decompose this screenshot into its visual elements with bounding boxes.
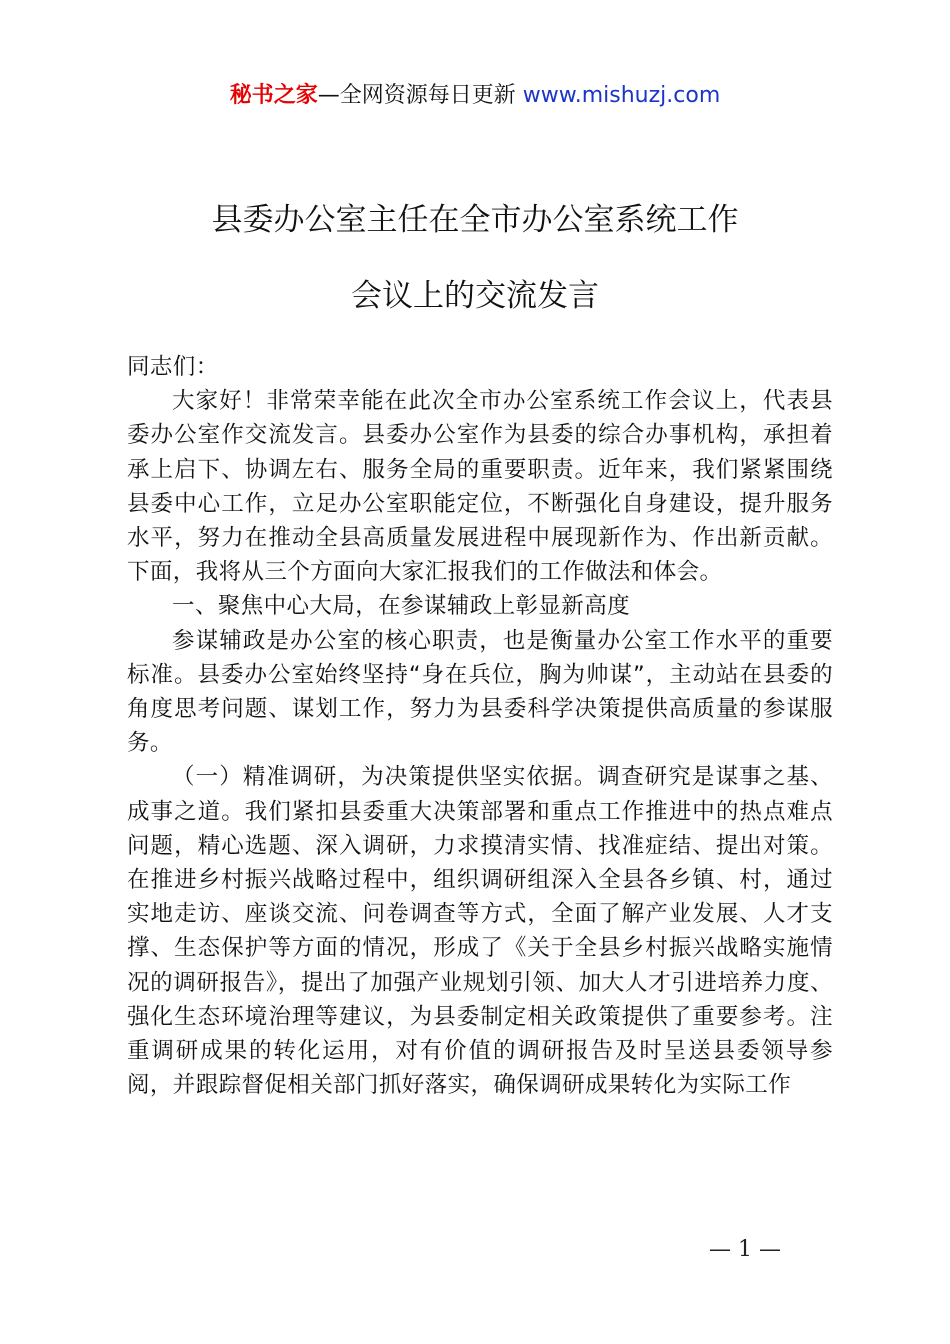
paragraph-intro: 大家好！非常荣幸能在此次全市办公室系统工作会议上，代表县委办公室作交流发言。县委办公室作为县委的综合办事机构，承担着承上启下、协调左右、服务全局的重要职责。近年来，我们紧紧围绕县委中心工作，立足办公室职能定位，不断强化自身建设，提升服务水平，努力在推动全县高质量发展进程中展现新作为、作出新贡献。下面，我将从三个方面向大家汇报我们的工作做法和体会。 [127, 388, 833, 586]
site-tagline: —全网资源每日更新 [317, 83, 516, 108]
site-header [0, 80, 950, 112]
paragraph-subsection-1: （一）精准调研，为决策提供坚实依据。调查研究是谋事之基、成事之道。我们紧扣县委重大决策部署和重点工作推进中的热点难点问题，精心选题、深入调研，力求摸清实情、找准症结、提出对策。在推进乡村振兴战略过程中，组织调研组深入全县各乡镇、村，通过实地走访、座谈交流、问卷调查等方式，全面了解产业发展、人才支撑、生态保护等方面的情况，形成了《关于全县乡村振兴战略实施情况的调研报告》，提出了加强产业规划引领、加大人才引进培养力度、强化生态环境治理等建议，为县委制定相关政策提供了重要参考。注重调研成果的转化运用，对有价值的调研报告及时呈送县委领导参阅，并跟踪督促相关部门抓好落实，确保调研成果转化为实际工作 [127, 764, 833, 1099]
title-line-2: 会议上的交流发言 [351, 278, 599, 314]
section-heading: 一、聚焦中心大局，在参谋辅政上彰显新高度 [172, 593, 631, 620]
salutation: 同志们： [127, 354, 219, 380]
paragraph-section-intro: 参谋辅政是办公室的核心职责，也是衡量办公室工作水平的重要标准。县委办公室始终坚持“身在兵位，胸为帅谋”，主动站在县委的角度思考问题、谋划工作，努力为县委科学决策提供高质量的参谋服务。 [127, 627, 833, 757]
document-body [127, 350, 833, 1102]
document-title [0, 182, 950, 334]
site-url-link[interactable]: www.mishuzj.com [522, 83, 721, 108]
site-brand: 秘书之家 [229, 83, 318, 108]
title-line-1: 县委办公室主任在全市办公室系统工作 [211, 202, 739, 238]
page-number: — 1 — [709, 1237, 781, 1262]
